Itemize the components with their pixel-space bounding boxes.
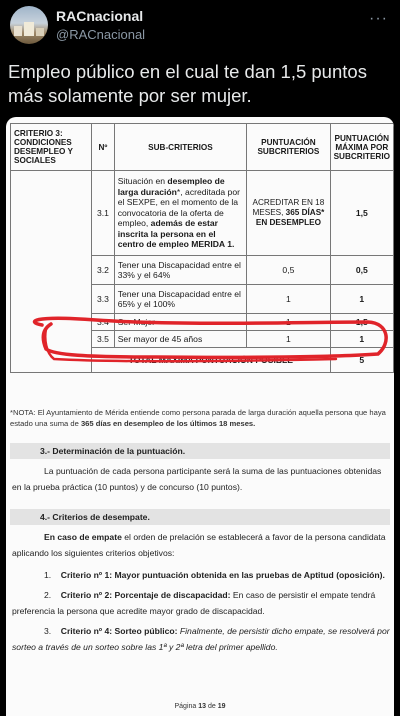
more-options-icon[interactable]: ···: [369, 10, 388, 27]
user-handle[interactable]: @RACnacional: [56, 27, 146, 42]
attached-image[interactable]: [6, 117, 394, 716]
header-punt: PUNTUACIÓN SUBCRITERIOS: [247, 124, 330, 171]
table-row: 3.5 Ser mayor de 45 años 1 1: [11, 331, 394, 348]
section-3-title: 3.- Determinación de la puntuación.: [10, 443, 390, 459]
page-footer: Página 13 de 19: [174, 703, 226, 710]
header-num: Nº: [92, 124, 115, 171]
table-note: *NOTA: El Ayuntamiento de Mérida entiende como persona parada de larga duración aquella persona que haya estado una suma de 365 días en desempleo de los últimos 18 meses.: [10, 408, 386, 428]
section-3-text: La puntuación de cada persona participante será la suma de las puntuaciones obtenidas en la prueba práctica (10 puntos) y de concurso (10 puntos).: [12, 466, 382, 492]
table-row: 3.3 Tener una Discapacidad entre el 65% y el 100% 1 1: [11, 285, 394, 314]
section-4-title: 4.- Criterios de desempate.: [10, 509, 390, 525]
header-criterio: CRITERIO 3: CONDICIONES DESEMPLEO Y SOCIALES: [11, 124, 92, 171]
table-row: 3.2 Tener una Discapacidad entre el 33% y el 64% 0,5 0,5: [11, 256, 394, 285]
section-4: [10, 509, 390, 655]
criterion-1: 1. Criterio nº 1: Mayor puntuación obtenida en las pruebas de Aptitud (oposición).: [44, 570, 385, 580]
tweet-header: [0, 0, 400, 56]
section-4-text: En caso de empate el orden de prelación se establecerá a favor de la persona candidata aplicando los siguientes criterios objetivos:: [12, 532, 386, 558]
header-max: PUNTUACIÓN MÁXIMA POR SUBCRITERIO: [330, 124, 393, 171]
criterion-2: 2. Criterio nº 2: Porcentaje de discapacidad: En caso de persistir el empate tendrá preferencia la persona que acredite mayor grado de discapacidad.: [12, 590, 376, 616]
table-row-ser-mujer: 3.4 Ser Mujer 1 1,5: [11, 314, 394, 331]
criterion-3: 3. Criterio nº 4: Sorteo público: Finalmente, de persistir dicho empate, se resolverá por sorteo a través de un sorteo sobre las 1ª y 2ª letra del primer apellido.: [12, 626, 390, 652]
section-3: [10, 443, 390, 495]
table-row: 3.1 Situación en desempleo de larga duración*, acreditada por el SEXPE, en el momento de la convocatoria de la oferta de empleo, además de estar inscrita la persona en el centro de empleo MERIDA 1. ACREDITAR EN 18 MESES, 365 DÍAS* EN DESEMPLEO 1,5: [11, 171, 394, 256]
red-annotation-circle: [6, 117, 394, 377]
total-row: TOTAL MÁXIMA PUNTUACIÓN POSIBLE 5: [11, 348, 394, 373]
display-name[interactable]: RACnacional: [56, 8, 144, 24]
header-sub: SUB-CRITERIOS: [114, 124, 247, 171]
tweet-text: Empleo público en el cual te dan 1,5 puntos más solamente por ser mujer.: [8, 61, 367, 106]
avatar[interactable]: [10, 6, 48, 44]
